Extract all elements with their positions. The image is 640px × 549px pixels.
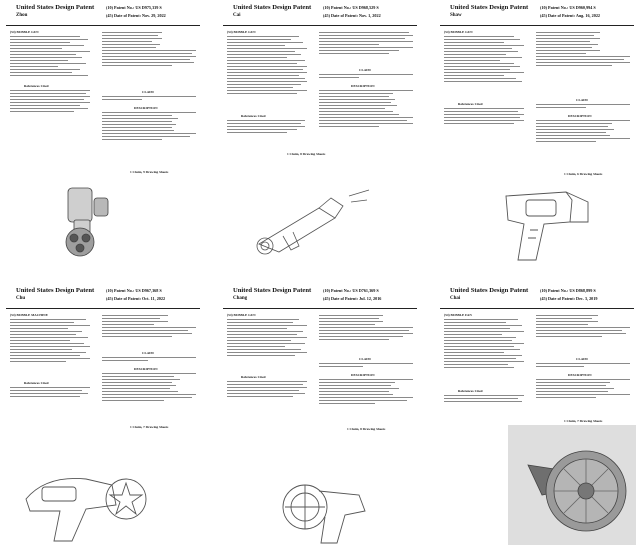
description-heading: DESCRIPTION (134, 106, 158, 110)
patent-number: (10) Patent No.: US D960,994 S (540, 5, 596, 10)
patent-office-title: United States Design Patent (233, 4, 312, 11)
patent-office-title: United States Design Patent (16, 4, 95, 11)
claim-heading: CLAIM (359, 68, 371, 72)
references-heading: References Cited (241, 375, 266, 379)
inventor-name: Chai (450, 296, 461, 301)
patent-number: (10) Patent No.: US D975,339 S (106, 5, 162, 10)
bubble-fan-figure (508, 425, 636, 545)
references-heading: References Cited (241, 114, 266, 118)
design-title: (54) BUBBLE GUN (10, 30, 39, 34)
patent-date: (45) Date of Patent: Nov. 29, 2022 (106, 13, 166, 18)
patent-date: (45) Date of Patent: Aug. 16, 2022 (540, 13, 601, 18)
inventor-name: Zhou (16, 13, 28, 18)
inventor-name: Shaw (450, 13, 462, 18)
patent-number: (10) Patent No.: US D761,369 S (323, 288, 379, 293)
description-heading: DESCRIPTION (351, 373, 375, 377)
inventor-name: Chu (16, 296, 26, 301)
patent-header (6, 287, 200, 309)
patent-header (440, 4, 634, 26)
description-heading: DESCRIPTION (568, 373, 592, 377)
design-title: (54) BUBBLE GUN (227, 30, 256, 34)
patent-header (440, 287, 634, 309)
drawing-sheets: 1 Claim, 8 Drawing Sheets (347, 427, 386, 431)
description-heading: DESCRIPTION (351, 84, 375, 88)
patent-sheet-5 (219, 285, 421, 547)
bubble-gun-figure (279, 471, 375, 545)
claim-heading: CLAIM (142, 351, 154, 355)
patent-number: (10) Patent No.: US D967,368 S (106, 288, 162, 293)
references-heading: References Cited (458, 102, 483, 106)
inventor-name: Chang (233, 296, 248, 301)
drawing-sheets: 1 Claim, 7 Drawing Sheets (564, 419, 603, 423)
drawing-sheets: 1 Claim, 8 Drawing Sheets (287, 152, 326, 156)
design-title: (54) BUBBLE FAN (444, 313, 472, 317)
patent-office-title: United States Design Patent (450, 4, 529, 11)
patent-date: (45) Date of Patent: Jul. 12, 2016 (323, 296, 382, 301)
patent-number: (10) Patent No.: US D868,899 S (540, 288, 596, 293)
description-heading: DESCRIPTION (568, 114, 592, 118)
inventor-name: Cai (233, 13, 241, 18)
patent-sheet-2 (219, 2, 421, 264)
claim-heading: CLAIM (576, 357, 588, 361)
patent-header (223, 287, 417, 309)
design-title: (54) BUBBLE MACHINE (10, 313, 48, 317)
references-heading: References Cited (458, 389, 483, 393)
patent-date: (45) Date of Patent: Nov. 1, 2022 (323, 13, 381, 18)
patent-office-title: United States Design Patent (233, 287, 312, 294)
patent-number: (10) Patent No.: US D968,529 S (323, 5, 379, 10)
drawing-sheets: 1 Claim, 6 Drawing Sheets (564, 172, 603, 176)
bubble-gun-figure (42, 182, 122, 262)
bubble-machine-figure (16, 469, 156, 545)
patent-date: (45) Date of Patent: Dec. 3, 2019 (540, 296, 598, 301)
bubble-gun-figure (239, 188, 379, 258)
patent-date: (45) Date of Patent: Oct. 11, 2022 (106, 296, 166, 301)
patent-sheet-1 (2, 2, 204, 264)
drawing-sheets: 1 Claim, 7 Drawing Sheets (130, 425, 169, 429)
patent-sheet-4 (2, 285, 204, 547)
references-heading: References Cited (24, 381, 49, 385)
patent-header (223, 4, 417, 26)
claim-heading: CLAIM (359, 357, 371, 361)
patent-sheet-3 (436, 2, 638, 264)
claim-heading: CLAIM (576, 98, 588, 102)
patent-header (6, 4, 200, 26)
patent-sheet-6 (436, 285, 638, 547)
drawing-sheets: 1 Claim, 9 Drawing Sheets (130, 170, 169, 174)
design-title: (54) BUBBLE GUN (227, 313, 256, 317)
claim-heading: CLAIM (142, 90, 154, 94)
bubble-gun-figure (496, 182, 596, 262)
description-heading: DESCRIPTION (134, 367, 158, 371)
references-heading: References Cited (24, 84, 49, 88)
design-title: (54) BUBBLE GUN (444, 30, 473, 34)
patent-office-title: United States Design Patent (450, 287, 529, 294)
patent-office-title: United States Design Patent (16, 287, 95, 294)
